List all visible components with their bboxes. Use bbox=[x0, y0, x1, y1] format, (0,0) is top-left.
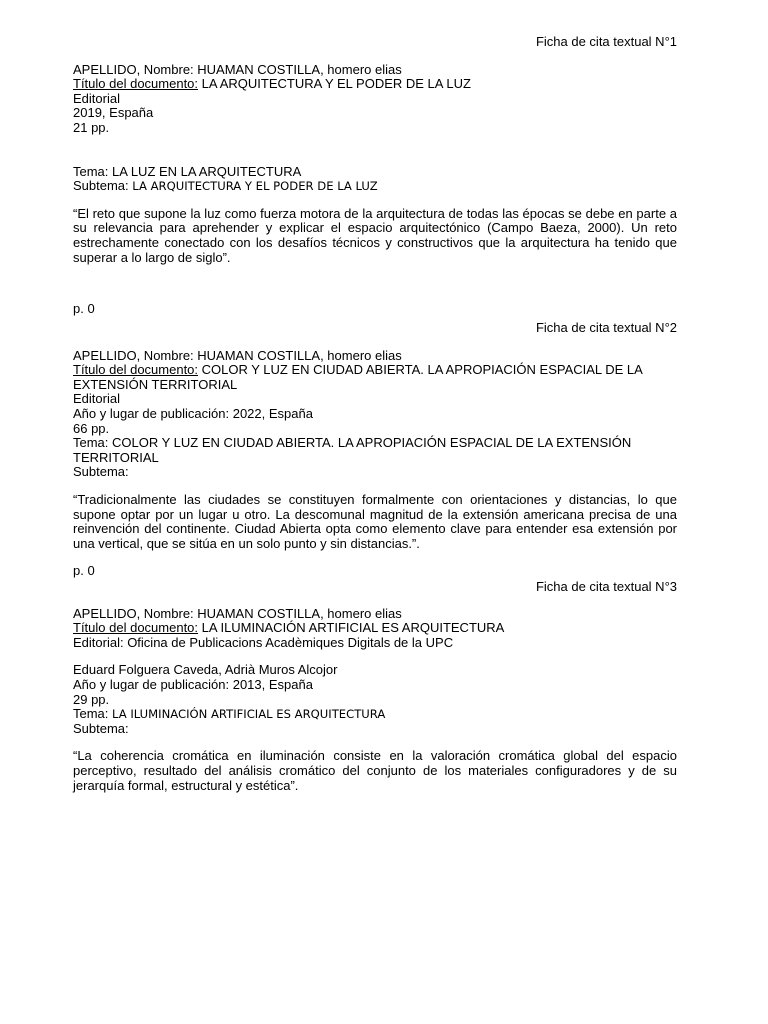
ficha-1 bbox=[73, 35, 677, 317]
tema-line: Tema: COLOR Y LUZ EN CIUDAD ABIERTA. LA APROPIACIÓN ESPACIAL DE LA EXTENSIÓN TERRITORIAL bbox=[73, 435, 632, 465]
year-place-line: 2019, España bbox=[73, 105, 154, 121]
page-ref: p. 0 bbox=[73, 563, 95, 579]
editorial-line: Editorial: Oficina de Publicacions Acadèmiques Digitals de la UPC bbox=[73, 634, 454, 650]
document-title-line: Título del documento: COLOR Y LUZ EN CIUDAD ABIERTA. LA APROPIACIÓN ESPACIAL DE LA EXTENSIÓN TERRITORIAL bbox=[73, 362, 643, 392]
quote-text: “Tradicionalmente las ciudades se constituyen formalmente con orientaciones y distancias, lo que supone optar por un lugar u otro. La descomunal magnitud de la extensión americana precisa de una reinvención del continente. Ciudad Abierta opta como elemento clave para entender esa extensión por una vertical, que se sitúa en un solo punto y sin distancias.”. bbox=[73, 491, 677, 551]
quote-text: “La coherencia cromática en iluminación consiste en la valoración cromática global del espacio perceptivo, resultado del análisis cromático del conjunto de los materiales configuradores y de su jerarquía formal, estructural y estética”. bbox=[73, 748, 677, 793]
document-title-line: Título del documento: LA ILUMINACIÓN ARTIFICIAL ES ARQUITECTURA bbox=[73, 620, 505, 636]
subtema-line: Subtema: bbox=[73, 720, 129, 736]
page-ref: p. 0 bbox=[73, 301, 95, 317]
tema-line: Tema: LA LUZ EN LA ARQUITECTURA bbox=[73, 163, 302, 179]
pages-line: 29 pp. bbox=[73, 691, 110, 707]
ficha-3 bbox=[73, 580, 677, 793]
author-line: APELLIDO, Nombre: HUAMAN COSTILLA, homero elias bbox=[73, 605, 402, 621]
subtema-line: Subtema: LA ARQUITECTURA Y EL PODER DE LA LUZ bbox=[73, 178, 378, 194]
pages-line: 66 pp. bbox=[73, 420, 110, 436]
tema-line: Tema: LA ILUMINACIÓN ARTIFICIAL ES ARQUITECTURA bbox=[73, 706, 386, 722]
ficha-2 bbox=[73, 321, 677, 579]
year-place-line: Año y lugar de publicación: 2013, España bbox=[73, 676, 313, 692]
editorial-line: Editorial bbox=[73, 391, 120, 407]
subtema-line: Subtema: bbox=[73, 464, 129, 480]
editorial-line: Editorial bbox=[73, 90, 120, 106]
author-line: APELLIDO, Nombre: HUAMAN COSTILLA, homero elias bbox=[73, 61, 402, 77]
ficha-title: Ficha de cita textual N°1 bbox=[535, 34, 677, 49]
ficha-title: Ficha de cita textual N°3 bbox=[535, 579, 677, 594]
year-place-line: Año y lugar de publicación: 2022, España bbox=[73, 405, 313, 421]
pages-line: 21 pp. bbox=[73, 119, 110, 135]
authors-line: Eduard Folguera Caveda, Adrià Muros Alcojor bbox=[73, 662, 338, 678]
document-title-line: Título del documento: LA ARQUITECTURA Y EL PODER DE LA LUZ bbox=[73, 76, 471, 92]
ficha-title: Ficha de cita textual N°2 bbox=[535, 320, 677, 335]
author-line: APELLIDO, Nombre: HUAMAN COSTILLA, homero elias bbox=[73, 347, 402, 363]
quote-text: “El reto que supone la luz como fuerza motora de la arquitectura de todas las épocas se debe en parte a su relevancia para aprehender y explicar el espacio arquitectónico (Campo Baeza, 2000). Un reto estrechamente conectado con los desafíos técnicos y constructivos que la arquitectura ha tenido que superar a lo largo de siglo”. bbox=[73, 205, 677, 265]
